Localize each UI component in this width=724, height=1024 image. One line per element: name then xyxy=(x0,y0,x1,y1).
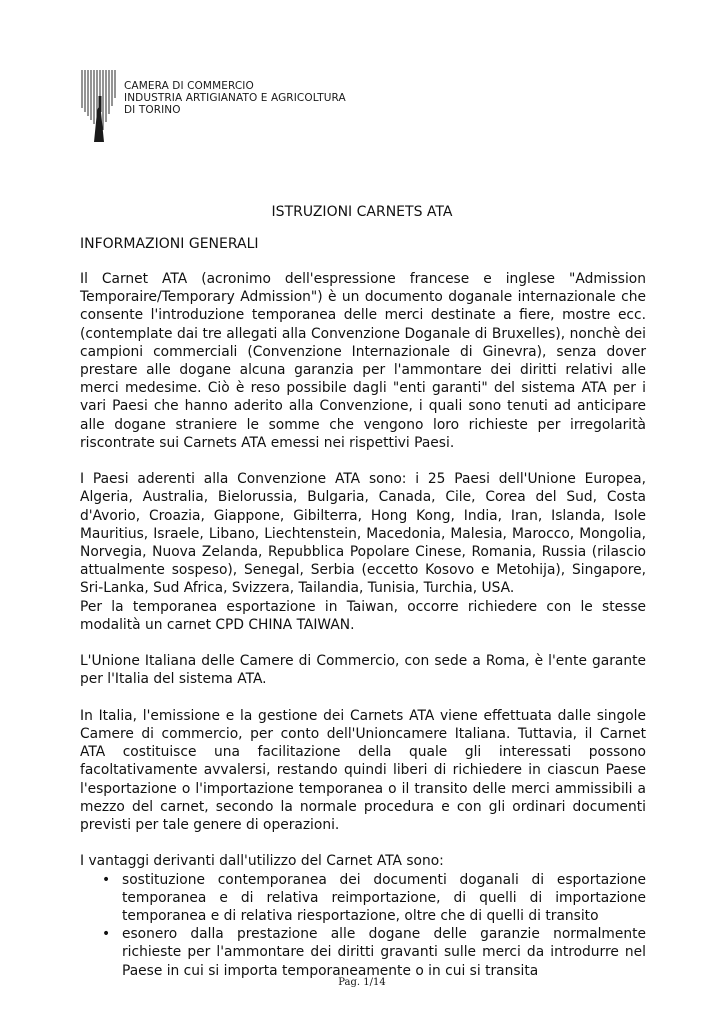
term-paesi-aderenti: Paesi aderenti alla Convenzione ATA xyxy=(92,471,361,488)
document-title: ISTRUZIONI CARNETS ATA xyxy=(271,204,453,220)
term-vantaggi: vantaggi xyxy=(88,853,150,870)
term-iran: Iran xyxy=(510,507,538,524)
chamber-name-line-1: CAMERA DI COMMERCIO xyxy=(124,80,254,92)
text-run: sono: i 25 Paesi dell'Unione Europea, Algeria, Australia, Bielorussia, Bulgaria, Canada, Cile, Corea del Sud, Costa d'Avorio, Croazia, Giappone, Gibilterra, Hong Kong, India, xyxy=(80,471,646,524)
paragraph-advantages-intro xyxy=(80,852,646,870)
list-item xyxy=(80,871,646,926)
taiwan-note: Per la temporanea esportazione in Taiwan, occorre richiedere con le stesse modalità un carnet CPD CHINA TAIWAN. xyxy=(80,598,646,633)
paragraph-issuance-italy: In Italia, l'emissione e la gestione dei Carnets ATA viene effettuata dalle singole Camere di commercio, per conto dell'Unioncamere Italiana. Tuttavia, il Carnet ATA costituisce una facilitazione della quale gli interessati possono facoltativamente avvalersi, restando quindi liberi di richiedere in ciascun Paese l'esportazione o l'importazione temporanea o il transito delle merci ammissibili a mezzo del carnet, secondo la normale procedura e con gli ordinari documenti previsti per tale genere di operazioni. xyxy=(80,707,646,834)
chamber-logo xyxy=(80,68,346,144)
text-run: (acronimo dell'espressione francese e inglese "Admission Temporaire/Temporary Admission") è un documento doganale internazionale che consente l'introduzione temporanea delle merci destinate a fiere, mostre ecc. (contemplate dai tre allegati alla Convenzione Doganale di Bruxelles), nonchè dei campioni commerciali (Convenzione Internazionale di Ginevra), senza dover prestare alle dogane alcuna garanzia per l'ammontare dei diritti relativi alle merci medesime. Ciò è reso possibile dagli "enti garanti" del sistema ATA per i vari Paesi che hanno aderito alla Convenzione, i quali sono tenuti ad anticipare alle dogane straniere le somme che vengono loro richieste per irregolarità riscontrate sui Carnets ATA emessi nei rispettivi Paesi. xyxy=(80,271,646,451)
chamber-name-line-3: DI TORINO xyxy=(124,104,181,117)
text-run: I xyxy=(80,853,89,870)
page-number: Pag. 1/14 xyxy=(338,977,386,988)
bullet-icon: • xyxy=(102,926,111,943)
document-body xyxy=(80,270,646,980)
bullet-icon: • xyxy=(102,871,111,888)
advantages-list xyxy=(80,871,646,980)
list-item-text: sostituzione contemporanea dei documenti doganali di esportazione temporanea e di relativa reimportazione, di quelli di importazione temporanea e di relativa riesportazione, oltre che di quelli di transito xyxy=(122,871,646,925)
list-item-text: esonero dalla prestazione alle dogane delle garanzie normalmente richieste per l'ammontare dei diritti gravanti sulle merci da introdurre nel Paese in cui si importa temporaneamente o in cui si transita xyxy=(122,926,646,979)
paragraph-guarantor: L'Unione Italiana delle Camere di Commercio, con sede a Roma, è l'ente garante per l'Italia del sistema ATA. xyxy=(80,653,646,688)
chamber-name-line-2: INDUSTRIA ARTIGIANATO E AGRICOLTURA xyxy=(124,92,346,105)
term-carnet-ata: Carnet ATA xyxy=(101,271,188,287)
paragraph-member-countries xyxy=(80,470,646,634)
text-run: , Islanda, Isole Mauritius, Israele, Libano, Liechtenstein, Macedonia, Malesia, Marocco, Mongolia, Norvegia, Nuova Zelanda, Repubblica Popolare Cinese, Romania, Russia (rilascio attualmente sospeso), Senegal, Serbia (eccetto Kosovo e Metohija), Singapore, Sri-Lanka, Sud Africa, Svizzera, Tailandia, Tunisia, Turchia, USA. xyxy=(80,507,646,597)
chamber-name xyxy=(124,68,346,117)
list-item xyxy=(80,925,646,980)
text-run: I xyxy=(80,471,93,488)
mole-antonelliana-logo-icon xyxy=(80,68,118,144)
text-run: Il xyxy=(80,271,102,287)
section-title: INFORMAZIONI GENERALI xyxy=(80,236,259,252)
text-run: derivanti dall'utilizzo del Carnet ATA sono: xyxy=(149,853,444,870)
paragraph-carnet-definition xyxy=(80,270,646,452)
